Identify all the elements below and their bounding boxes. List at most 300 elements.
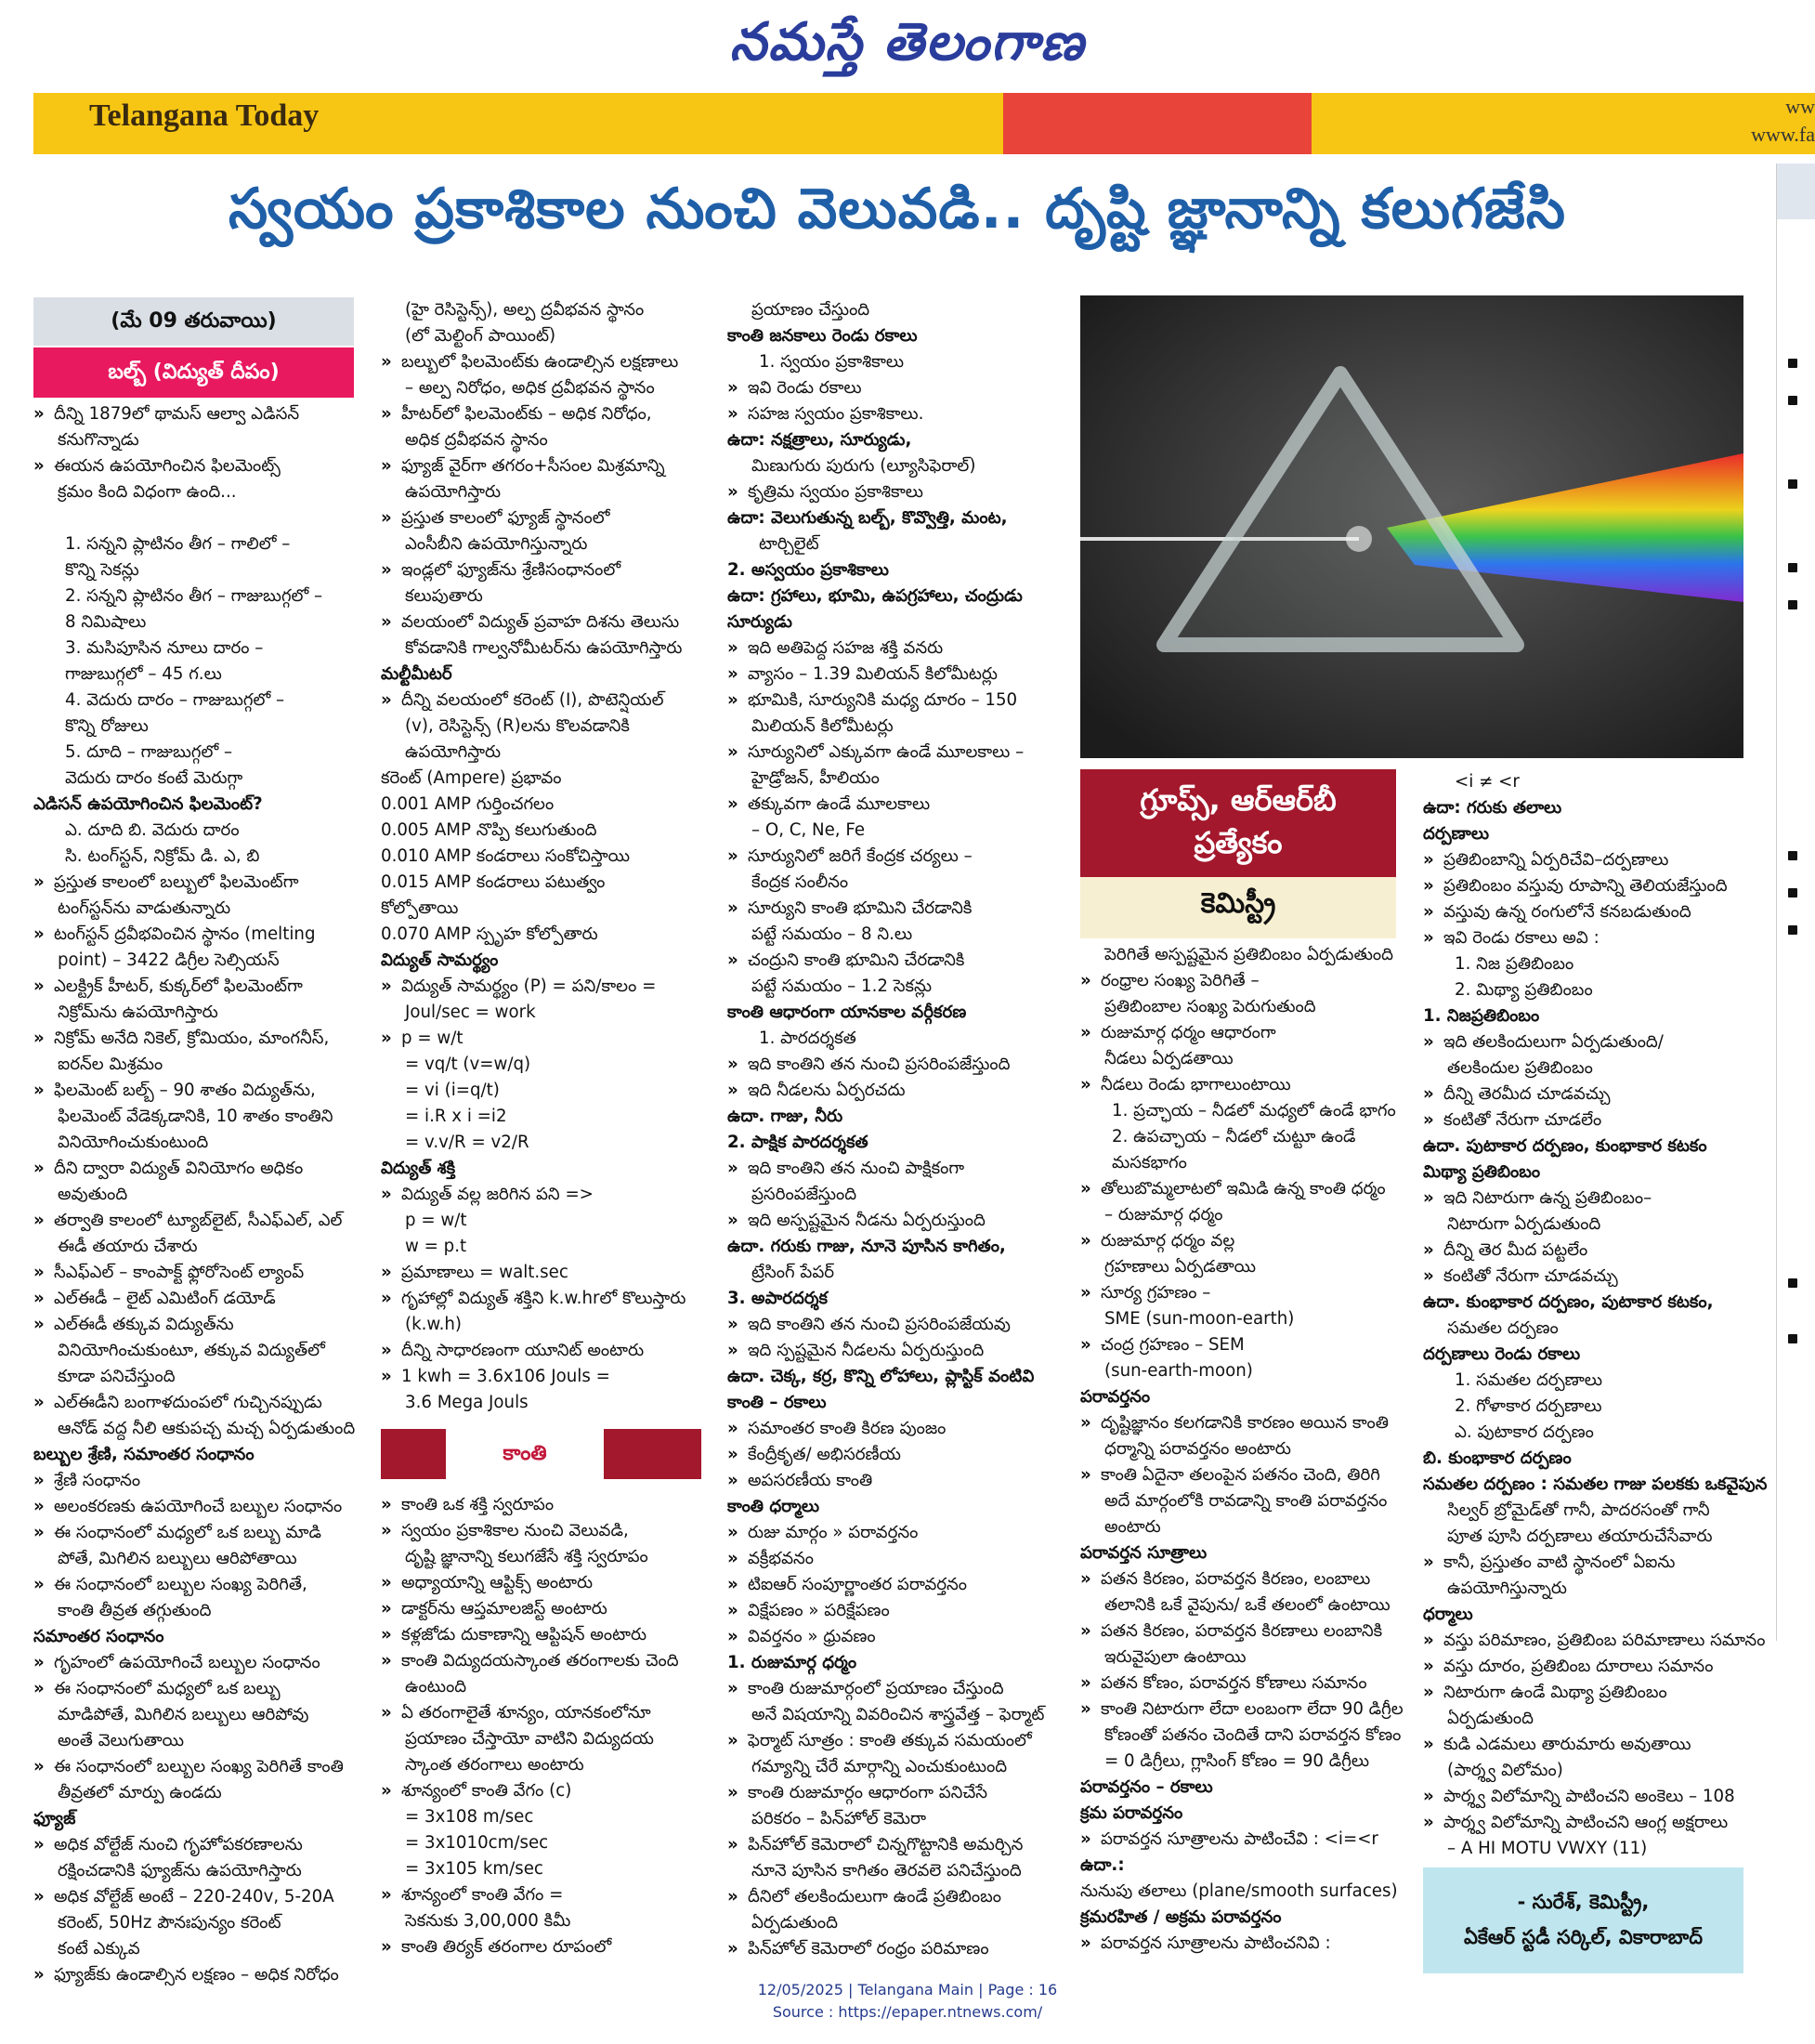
text-line: » సీఎఫ్‌ఎల్ – కాంపాక్ట్ ఫ్లోరోసెంట్ ల్యాంప్: [33, 1260, 354, 1286]
text-line: కరెంట్, 50Hz పౌనఃపున్యం కరెంట్: [58, 1913, 281, 1933]
text-line: » ప్రమాణాలు = walt.sec: [381, 1260, 701, 1286]
text-line: » వ్యాసం – 1.39 మిలియన్ కిలోమీటర్లు: [727, 662, 1062, 688]
text-line: » కాంతి తిర్యక్ తరంగాల రూపంలో: [381, 1934, 701, 1960]
text-line: » దీన్ని 1879లో థామస్ ఆల్వా ఎడిసన్: [33, 401, 354, 427]
text-line: ఐరన్‌ల మిశ్రమం: [58, 1055, 163, 1074]
text-line: » నిటారుగా ఉండే మిథ్యా ప్రతిబింబం: [1423, 1680, 1757, 1706]
special-box: [1080, 769, 1396, 938]
text-line: » ప్రస్తుత కాలంలో బల్బులో ఫిలమెంట్‌గా: [33, 870, 354, 896]
text-line: » కాంతి రుజుమార్గంలో ప్రయాణం చేస్తుంది: [727, 1676, 1062, 1702]
text-line: » డాక్టర్‌ను ఆప్తమాలజిస్ట్ అంటారు: [381, 1596, 701, 1622]
text-line: 2. గోళాకార దర్పణాలు: [1455, 1396, 1602, 1416]
text-line: 1. రుజుమార్గ ధర్మం: [727, 1653, 857, 1672]
text-line: 0.001 AMP గుర్తించగలం: [381, 794, 555, 814]
text-line: » రంధ్రాల సంఖ్య పెరిగితే –: [1080, 968, 1401, 994]
text-line: » వస్తు దూరం, ప్రతిబింబ దూరాలు సమానం: [1423, 1654, 1757, 1680]
text-line: కంటే ఎక్కువ: [58, 1939, 140, 1959]
text-line: పోతే, మిగిలిన బల్బులు ఆరిపోతాయి: [58, 1549, 297, 1568]
text-line: » స్వయం ప్రకాశికాల నుంచి వెలువడి,: [381, 1518, 701, 1544]
page-footer: [0, 1979, 1815, 2024]
text-line: టంగ్‌స్టన్‌ను వాడుతున్నారు: [58, 898, 231, 918]
text-line: (v), రెసిస్టెన్స్ (R)లను కొలవడానికి: [405, 716, 630, 736]
text-line: ఉదా: వెలుగుతున్న బల్బ్, కొవ్వొత్తి, మంట,: [727, 508, 1008, 528]
text-line: » ఇది కాంతిని తన నుంచి పాక్షికంగా: [727, 1156, 1062, 1182]
text-line: » కళ్లజోడు దుకాణాన్ని ఆప్టిషన్ అంటారు: [381, 1622, 701, 1648]
text-line: » కాంతి రుజుమార్గం ఆధారంగా పనిచేసే: [727, 1780, 1062, 1806]
text-line: క్రమరహిత / అక్రమ పరావర్తనం: [1080, 1907, 1282, 1927]
text-line: పరావర్తనం – రకాలు: [1080, 1777, 1213, 1797]
column-1-text: [33, 401, 354, 1988]
text-line: 1. సమతల దర్పణాలు: [1455, 1370, 1602, 1390]
text-line: కాంతి ధర్మాలు: [727, 1497, 820, 1516]
text-line: గమ్యాన్ని చేరే మార్గాన్ని ఎంచుకుంటుంది: [751, 1757, 1008, 1776]
text-line: » అధ్యాయాన్ని ఆప్టిక్స్ అంటారు: [381, 1570, 701, 1596]
bullet-icon: [1788, 1334, 1797, 1343]
text-line: 8 నిమిషాలు: [65, 612, 147, 632]
continuation-box: (మే 09 తరువాయి): [33, 297, 354, 346]
text-line: » పార్శ్వ విలోమాన్ని పాటించని అంకెలు – 108: [1423, 1784, 1757, 1810]
text-line: ఉదా.:: [1080, 1855, 1125, 1875]
text-line: 0.070 AMP స్పృహ కోల్పోతారు: [381, 924, 598, 944]
bullet-icon: [1788, 1278, 1797, 1288]
text-line: – అల్ప నిరోధం, అధిక ద్రవీభవన స్థానం: [405, 378, 655, 398]
text-line: » తోలుబొమ్మలాటలో ఇమిడి ఉన్న కాంతి ధర్మం: [1080, 1176, 1401, 1202]
text-line: ఉదా. గాజు, నీరు: [727, 1107, 843, 1126]
text-line: ఫిలమెంట్ వేడెక్కడానికి, 10 శాతం కాంతిని: [58, 1107, 333, 1126]
text-line: » ఇది కాంతిని తన నుంచి ప్రసరింపజేయవు: [727, 1312, 1062, 1338]
text-line: మల్టీమీటర్: [381, 664, 452, 684]
text-line: » దృష్టిజ్ఞానం కలగడానికి కారణం అయిన కాంతి: [1080, 1410, 1401, 1436]
text-line: » అలంకరణకు ఉపయోగించే బల్బుల సంధానం: [33, 1494, 354, 1520]
text-line: పెరిగితే అస్పష్టమైన ప్రతిబింబం ఏర్పడుతుంది: [1104, 945, 1393, 964]
text-line: కొన్ని రోజులు: [65, 716, 149, 736]
text-line: = 3x1010cm/sec: [405, 1833, 549, 1853]
text-line: » విక్షేపణం » పరిక్షేపణం: [727, 1598, 1062, 1624]
text-line: ఉపయోగిస్తున్నారు: [1447, 1579, 1567, 1598]
text-line: <i ≠ <r: [1455, 772, 1520, 792]
text-line: » ఫ్యూజ్‌కు ఉండాల్సిన లక్షణం – అధిక నిరోధం: [33, 1962, 354, 1988]
text-line: వెదురు దారం కంటే మెరుగ్గా: [65, 768, 243, 788]
text-line: కొన్ని సెకన్లు: [65, 560, 139, 580]
text-line: ఎ. దూది బి. వెదురు దారం: [65, 820, 240, 840]
column-2: [381, 297, 701, 1960]
text-line: గ్రహణాలు ఏర్పడతాయి: [1104, 1257, 1257, 1277]
text-line: అంతే వెలుగుతాయి: [58, 1731, 184, 1750]
text-line: » ఇది నిటారుగా ఉన్న ప్రతిబింబం–: [1423, 1186, 1757, 1212]
text-line: » శూన్యంలో కాంతి వేగం =: [381, 1882, 701, 1908]
text-line: నిటారుగా ఏర్పడుతుంది: [1447, 1214, 1601, 1234]
text-line: రక్షించడానికి ఫ్యూజ్‌ను ఉపయోగిస్తారు: [58, 1861, 302, 1880]
column-2-text-top: [381, 297, 701, 1416]
text-line: ఎంసీబీని ఉపయోగిస్తున్నారు: [405, 534, 588, 554]
text-line: » కానీ, ప్రస్తుతం వాటి స్థానంలో ఏఐను: [1423, 1550, 1757, 1576]
text-line: 3. మసిపూసిన నూలు దారం –: [65, 638, 264, 658]
text-line: వినియోగించుకుంటుంది: [58, 1133, 209, 1152]
text-line: » టిఐఆర్ సంపూర్ణాంతర పరావర్తనం: [727, 1572, 1062, 1598]
text-line: అవుతుంది: [58, 1185, 128, 1204]
bullet-icon: [1788, 479, 1797, 489]
text-line: » ఈ సంధానంలో మధ్యలో ఒక బల్బు మాడి: [33, 1520, 354, 1546]
text-line: ఎడిసన్ ఉపయోగించిన ఫిలమెంట్?: [33, 794, 263, 814]
text-line: » బల్బులో ఫిలమెంట్‌కు ఉండాల్సిన లక్షణాలు: [381, 349, 701, 375]
text-line: బి. కుంభాకార దర్పణం: [1423, 1448, 1572, 1468]
bullet-icon: [1788, 563, 1797, 572]
text-line: కరెంట్ (Ampere) ప్రభావం: [381, 768, 562, 788]
text-line: ఉంటుంది: [405, 1677, 467, 1697]
text-line: కేంద్రక సంలీనం: [751, 872, 849, 892]
text-line: అంటారు: [1104, 1517, 1161, 1537]
masthead: [0, 0, 1815, 93]
text-line: తీవ్రతలో మార్పు ఉండదు: [58, 1783, 222, 1802]
text-line: (పార్శ్వ విలోమం): [1447, 1761, 1563, 1780]
text-line: » గృహంలో ఉపయోగించే బల్బుల సంధానం: [33, 1650, 354, 1676]
text-line: » p = w/t: [381, 1026, 701, 1052]
text-line: » పిన్‌హోల్ కెమెరాలో రంధ్రం పరిమాణం: [727, 1936, 1062, 1962]
text-line: » సహజ స్వయం ప్రకాశికాలు.: [727, 401, 1062, 427]
text-line: » ఈయన ఉపయోగించిన ఫిలమెంట్స్: [33, 453, 354, 479]
bullet-icon: [1788, 359, 1797, 368]
text-line: సమతల దర్పణం: [1447, 1318, 1559, 1338]
text-line: = i.R x i =i2: [405, 1107, 507, 1126]
text-line: 0.010 AMP కండరాలు సంకోచిస్తాయి: [381, 846, 631, 866]
text-line: » పతన కోణం, పరావర్తన కోణాలు సమానం: [1080, 1671, 1401, 1697]
text-line: మాడిపోతే, మిగిలిన బల్బులు ఆరిపోవు: [58, 1705, 309, 1724]
text-line: 0.015 AMP కండరాలు పటుత్వం: [381, 872, 606, 892]
text-line: దృష్టి జ్ఞానాన్ని కలుగజేసే శక్తి స్వరూపం: [405, 1547, 648, 1566]
text-line: 2. మిథ్యా ప్రతిబింబం: [1455, 980, 1593, 1000]
text-line: నీడలు ఏర్పడతాయి: [1104, 1049, 1234, 1068]
text-line: » విద్యుత్ వల్ల జరిగిన పని =>: [381, 1182, 701, 1208]
text-line: » టంగ్‌స్టన్ ద్రవీభవించిన స్థానం (melting: [33, 922, 354, 948]
text-line: ప్రయాణం చేస్తుంది: [751, 300, 870, 320]
bullet-icon: [1788, 851, 1797, 860]
text-line: = vi (i=q/t): [405, 1081, 500, 1100]
text-line: (హై రెసిస్టెన్స్), అల్ప ద్రవీభవన స్థానం: [405, 300, 645, 320]
text-line: » ప్రస్తుత కాలంలో ఫ్యూజ్ స్థానంలో: [381, 505, 701, 531]
text-line: » పిన్‌హోల్ కెమెరాలో చిన్నగొట్టానికి అమర్చిన: [727, 1832, 1062, 1858]
text-line: » ఇవి రెండు రకాలు అవి :: [1423, 925, 1757, 951]
text-line: w = p.t: [405, 1237, 467, 1256]
text-line: » ఎల్‌ఈడీ తక్కువ విద్యుత్‌ను: [33, 1312, 354, 1338]
text-line: నునుపు తలాలు (plane/smooth surfaces): [1080, 1881, 1398, 1901]
text-line: – O, C, Ne, Fe: [751, 820, 866, 840]
column-4-text: [1080, 942, 1404, 1957]
bullet-icon: [1788, 888, 1797, 898]
text-line: కోణంతో పతనం చెందితే దాని పరావర్తన కోణం: [1104, 1725, 1402, 1745]
column-3-text: [727, 297, 1062, 1962]
text-line: సి. టంగ్‌స్టన్, నిక్రోమ్ డి. ఎ, బి: [65, 846, 260, 866]
column-4: [1080, 942, 1404, 1957]
text-line: కనుగొన్నాడు: [58, 430, 139, 450]
text-line: క్రమం కింది విధంగా ఉంది...: [58, 482, 237, 502]
text-line: » హీటర్‌లో ఫిలమెంట్‌కు – అధిక నిరోధం,: [381, 401, 701, 427]
text-line: » కృత్రిమ స్వయం ప్రకాశికాలు: [727, 479, 1062, 505]
text-line: » ఫిలమెంట్ బల్బ్ – 90 శాతం విద్యుత్‌ను,: [33, 1078, 354, 1104]
text-line: » 1 kwh = 3.6x106 Jouls =: [381, 1364, 701, 1390]
text-line: కోవడానికి గాల్వనోమీటర్‌ను ఉపయోగిస్తారు: [405, 638, 683, 658]
text-line: నూనె పూసిన కాగితం తెరవలె పనిచేస్తుంది: [751, 1861, 1022, 1880]
text-line: » ఫ్యూజ్ వైర్‌గా తగరం+సీసంల మిశ్రమాన్ని: [381, 453, 701, 479]
text-line: » ఇది అస్పష్టమైన నీడను ఏర్పరుస్తుంది: [727, 1208, 1062, 1234]
text-line: ప్రయాణం చేస్తాయో వాటిని విద్యుదయ: [405, 1729, 654, 1749]
text-line: » సూర్యునిలో ఎక్కువగా ఉండే మూలకాలు –: [727, 740, 1062, 766]
text-line: విద్యుత్ శక్తి: [381, 1159, 456, 1178]
text-line: ఉదా. పుటాకార దర్పణం, కుంభాకార కటకం: [1423, 1136, 1707, 1156]
text-line: SME (sun-moon-earth): [1104, 1309, 1295, 1329]
text-line: – రుజుమార్గ ధర్మం: [1104, 1205, 1223, 1225]
text-line: మిణుగురు పురుగు (ల్యూసిఫెరాల్): [751, 456, 976, 476]
text-line: 2. ఉపచ్ఛాయ – నీడలో చుట్టూ ఉండే: [1112, 1127, 1356, 1146]
text-line: » ఇది అతిపెద్ద సహజ శక్తి వనరు: [727, 635, 1062, 662]
text-line: టార్చిలైట్: [759, 534, 819, 554]
text-line: నిక్రోమ్‌ను ఉపయోగిస్తారు: [58, 1002, 218, 1022]
text-line: » ఏ తరంగాలైతే శూన్యం, యానకంలోనూ: [381, 1700, 701, 1726]
text-line: » అపసరణీయ కాంతి: [727, 1468, 1062, 1494]
text-line: 3.6 Mega Jouls: [405, 1393, 529, 1412]
author-credit-name: - సురేశ్, కెమిస్ట్రీ,: [1517, 1891, 1650, 1913]
text-line: » గృహాల్లో విద్యుత్ శక్తిని k.w.hrలో కొలుస్తారు: [381, 1286, 701, 1312]
text-line: కాంతి ఆధారంగా యానకాల వర్గీకరణ: [727, 1002, 967, 1022]
text-line: తలానికి ఒకే వైపును/ ఒకే తలంలో ఉంటాయి: [1104, 1595, 1391, 1615]
text-line: » వస్తువు ఉన్న రంగులోనే కనబడుతుంది: [1423, 899, 1757, 925]
text-line: » ప్రతిబింబం వస్తువు రూపాన్ని తెలియజేస్తుంది: [1423, 873, 1757, 899]
text-line: » శ్రేణి సంధానం: [33, 1468, 354, 1494]
text-line: కోల్పోతాయి: [381, 898, 459, 918]
text-line: మిథ్యా ప్రతిబింబం: [1423, 1162, 1541, 1182]
text-line: » కంటితో నేరుగా చూడలేం: [1423, 1107, 1757, 1133]
text-line: » సమాంతర కాంతి కిరణ పుంజం: [727, 1416, 1062, 1442]
text-line: » రుజు మార్గం » పరావర్తనం: [727, 1520, 1062, 1546]
text-line: » కాంతి ఏదైనా తలంపైన పతనం చెంది, తిరిగి: [1080, 1462, 1401, 1488]
text-line: » ఇది నీడలను ఏర్పరచదు: [727, 1078, 1062, 1104]
text-line: కాంతి జనకాలు రెండు రకాలు: [727, 326, 918, 346]
text-line: ధర్మాలు: [1423, 1605, 1473, 1624]
text-line: ఎ. పుటాకార దర్పణం: [1455, 1422, 1594, 1442]
text-line: » ప్రతిబింబాన్ని ఏర్పరిచేవి–దర్పణాలు: [1423, 847, 1757, 873]
text-line: 4. వెదురు దారం – గాజుబుగ్గలో –: [65, 690, 285, 710]
text-line: అనే విషయాన్ని వివరించిన శాస్త్రవేత్త – ఫెర్మాట్: [751, 1705, 1045, 1724]
text-line: » సూర్యుని కాంతి భూమిని చేరడానికి: [727, 896, 1062, 922]
text-line: » భూమికి, సూర్యునికి మధ్య దూరం – 150: [727, 688, 1062, 714]
text-line: ప్రతిబింబాల సంఖ్య పెరుగుతుంది: [1104, 997, 1316, 1016]
prism-photo: [1080, 295, 1743, 758]
text-line: కాంతి – రకాలు: [727, 1393, 827, 1412]
text-line: » కుడి ఎడమలు తారుమారు అవుతాయి: [1423, 1732, 1757, 1758]
column-2-text-bottom: [381, 1492, 701, 1960]
text-line: [33, 505, 354, 531]
column-1: [33, 297, 354, 1988]
text-line: 3. అపారదర్శక: [727, 1289, 828, 1308]
text-line: » వివర్తనం » ధ్రువణం: [727, 1624, 1062, 1650]
text-line: » దీనిలో తలకిందులుగా ఉండే ప్రతిబింబం: [727, 1884, 1062, 1910]
text-line: » కేంద్రీకృత/ అభిసరణీయ: [727, 1442, 1062, 1468]
special-box-title: [1080, 769, 1396, 877]
text-line: కూడా పనిచేస్తుంది: [58, 1367, 176, 1386]
text-line: 2. పాక్షిక పారదర్శకత: [727, 1133, 868, 1152]
text-line: » పతన కిరణం, పరావర్తన కిరణాలు లంబానికి: [1080, 1618, 1401, 1644]
text-line: దర్పణాలు రెండు రకాలు: [1423, 1344, 1581, 1364]
text-line: » ఎలక్ట్రిక్ హీటర్, కుక్కర్‌లో ఫిలమెంట్‌గా: [33, 974, 354, 1000]
text-line: » దీని ద్వారా విద్యుత్ వినియోగం అధికం: [33, 1156, 354, 1182]
text-line: మిలియన్ కిలోమీటర్లు: [751, 716, 894, 736]
text-line: » ఇవి రెండు రకాలు: [727, 375, 1062, 401]
text-line: (k.w.h): [405, 1315, 463, 1334]
special-box-line-1: గ్రూప్స్, ఆర్‌ఆర్‌బీ: [1140, 782, 1337, 818]
text-line: » ఇండ్లలో ఫ్యూజ్‌ను శ్రేణిసంధానంలో: [381, 557, 701, 583]
text-line: అధిక ద్రవీభవన స్థానం: [405, 430, 548, 450]
text-line: ఉపయోగిస్తారు: [405, 482, 502, 502]
text-line: » రుజుమార్గ ధర్మం వల్ల: [1080, 1228, 1401, 1254]
text-line: ఉదా. చెక్క, కర్ర, కొన్ని లోహాలు, ప్లాస్టిక్ వంటివి: [727, 1367, 1035, 1386]
prism-illustration: [1080, 295, 1743, 758]
text-line: » పరావర్తన సూత్రాలను పాటించేవి : <i=<r: [1080, 1827, 1401, 1853]
ad-strip-red-block: [1003, 93, 1312, 154]
text-line: 2. సన్నని ప్లాటినం తీగ – గాజుబుగ్గలో –: [65, 586, 323, 606]
text-line: (sun-earth-moon): [1104, 1361, 1253, 1381]
text-line: » దీన్ని తెరమీద చూడవచ్చు: [1423, 1081, 1757, 1107]
column-5: [1423, 769, 1768, 1862]
text-line: ఏర్పడుతుంది: [751, 1913, 838, 1933]
text-line: ఉదా. కుంభాకార దర్పణం, పుటాకార కటకం,: [1423, 1292, 1714, 1312]
text-line: » పతన కిరణం, పరావర్తన కిరణం, లంబాలు: [1080, 1566, 1401, 1592]
author-credit-affiliation: ఏకేఆర్ స్టడీ సర్కిల్, వికారాబాద్: [1463, 1926, 1704, 1948]
text-line: పరావర్తనం: [1080, 1387, 1151, 1407]
text-line: సూర్యుడు: [727, 612, 792, 632]
telangana-today-logo: Telangana Today: [89, 98, 320, 133]
bullet-icon: [1788, 925, 1797, 935]
text-line: » సూర్యునిలో జరిగే కేంద్రక చర్యలు –: [727, 844, 1062, 870]
text-line: సిల్వర్ బ్రోమైడ్‌తో గానీ, పాదరసంతో గానీ: [1447, 1500, 1710, 1520]
column-5-text: [1423, 769, 1768, 1862]
newspaper-logo: నమస్తే తెలంగాణ: [729, 11, 1086, 72]
text-line: » శూన్యంలో కాంతి వేగం (c): [381, 1778, 701, 1804]
text-line: గాజుబుగ్గలో – 45 గ.లు: [65, 664, 222, 684]
text-line: » దీన్ని సాధారణంగా యూనిట్ అంటారు: [381, 1338, 701, 1364]
text-line: ఉదా: నక్షత్రాలు, సూర్యుడు,: [727, 430, 912, 450]
author-credit: [1423, 1867, 1743, 1973]
text-line: » పరావర్తన సూత్రాలను పాటించనివి :: [1080, 1931, 1401, 1957]
text-line: – A HI MOTU VWXY (11): [1447, 1839, 1648, 1858]
text-line: ఆనోడ్ వద్ద నీలి ఆకుపచ్చ మచ్చ ఏర్పడుతుంది: [58, 1419, 356, 1438]
text-line: ధర్మాన్ని పరావర్తనం అంటారు: [1104, 1439, 1291, 1459]
text-line: » కాంతి నిటారుగా లేదా లంబంగా లేదా 90 డిగ్రీల: [1080, 1697, 1401, 1723]
text-line: » ఇది తలకిందులుగా ఏర్పడుతుంది/: [1423, 1029, 1757, 1055]
text-line: = 3x108 m/sec: [405, 1807, 534, 1827]
text-line: పట్టే సమయం – 8 ని.లు: [751, 924, 913, 944]
text-line: » కంటితో నేరుగా చూడవచ్చు: [1423, 1264, 1757, 1290]
subject-label: కెమిస్ట్రీ: [1080, 877, 1396, 938]
text-line: ఈడీ తయారు చేశారు: [58, 1237, 198, 1256]
column-3: [727, 297, 1062, 1962]
text-line: » పార్శ్వ విలోమాన్ని పాటించని ఆంగ్ల అక్షరాలు: [1423, 1810, 1757, 1836]
text-line: » వలయంలో విద్యుత్ ప్రవాహ దిశను తెలుసు: [381, 609, 701, 635]
text-line: » తర్వాతి కాలంలో ట్యూబ్‌లైట్, సీఎఫ్‌ఎల్, ఎల్: [33, 1208, 354, 1234]
text-line: » దీన్ని తెర మీద పట్టలేం: [1423, 1238, 1757, 1264]
text-line: పరావర్తన సూత్రాలు: [1080, 1543, 1208, 1563]
section-heading-light: [381, 1429, 701, 1479]
text-line: ఉపయోగిస్తారు: [405, 742, 502, 762]
text-line: » ఎల్‌ఈడీ – లైట్ ఎమిటింగ్ డయోడ్: [33, 1286, 354, 1312]
adjacent-column-edge: [1776, 164, 1815, 1641]
text-line: » వక్రీభవనం: [727, 1546, 1062, 1572]
text-line: ఉదా: గ్రహాలు, భూమి, ఉపగ్రహాలు, చంద్రుడు: [727, 586, 1023, 606]
text-line: 2. అస్వయం ప్రకాశికాలు: [727, 560, 889, 580]
text-line: = 0 డిగ్రీలు, గ్లాసింగ్ కోణం = 90 డిగ్రీలు: [1104, 1751, 1370, 1771]
text-line: 5. దూది – గాజుబుగ్గలో –: [65, 742, 233, 762]
text-line: » అధిక వోల్టేజ్ నుంచి గృహోపకరణాలను: [33, 1832, 354, 1858]
text-line: Joul/sec = work: [405, 1002, 536, 1022]
text-line: ప్రసరింపజేస్తుంది: [751, 1185, 857, 1204]
text-line: ఉదా: గరుకు తలాలు: [1423, 798, 1562, 818]
text-line: సెకనుకు 3,00,000 కిమీ: [405, 1911, 571, 1931]
text-line: » నీడలు రెండు భాగాలుంటాయి: [1080, 1072, 1401, 1098]
text-line: స్కాంత తరంగాలు అంటారు: [405, 1755, 584, 1775]
footer-source-link[interactable]: Source : https://epaper.ntnews.com/: [772, 2003, 1043, 2021]
text-line: ఉదా. గరుకు గాజు, నూనె పూసిన కాగితం,: [727, 1237, 1006, 1256]
text-line: ట్రేసింగ్ పేపర్: [751, 1263, 835, 1282]
text-line: అదే మార్గంలోకి రావడాన్ని కాంతి పరావర్తనం: [1104, 1491, 1388, 1511]
text-line: » తక్కువగా ఉండే మూలకాలు: [727, 792, 1062, 818]
text-line: » కాంతి విద్యుదయస్కాంత తరంగాలకు చెంది: [381, 1648, 701, 1674]
footer-edition-info: 12/05/2025 | Telangana Main | Page : 16: [757, 1981, 1058, 1998]
text-line: వినియోగించుకుంటూ, తక్కువ విద్యుత్‌లో: [58, 1341, 325, 1360]
text-line: క్రమ పరావర్తనం: [1080, 1803, 1183, 1823]
text-line: సమతల దర్పణం : సమతల గాజు పలకకు ఒకవైపున: [1423, 1474, 1768, 1494]
text-line: » ఫెర్మాట్ సూత్రం : కాంతి తక్కువ సమయంలో: [727, 1728, 1062, 1754]
text-line: పరికరం – పిన్‌హోల్ కెమెరా: [751, 1809, 927, 1828]
text-line: 0.005 AMP నొప్పి కలుగుతుంది: [381, 820, 597, 840]
text-line: 1. ప్రచ్ఛాయ – నీడలో మధ్యలో ఉండే భాగం: [1112, 1101, 1396, 1120]
ad-strip: [33, 93, 1815, 154]
text-line: 1. సన్నని ప్లాటినం తీగ – గాలిలో –: [65, 534, 291, 554]
text-line: మసకభాగం: [1112, 1153, 1187, 1173]
text-line: » చంద్ర గ్రహణం – SEM: [1080, 1332, 1401, 1358]
text-line: తలకిందుల ప్రతిబింబం: [1447, 1058, 1593, 1078]
section-heading-light-label: కాంతి: [446, 1429, 604, 1479]
text-line: 1. పారదర్శకత: [759, 1029, 856, 1048]
text-line: » నిక్రోమ్ అనేది నికెల్, క్రోమియం, మాంగనీస్,: [33, 1026, 354, 1052]
text-line: » రుజుమార్గ ధర్మం ఆధారంగా: [1080, 1020, 1401, 1046]
text-line: » దీన్ని వలయంలో కరెంట్ (I), పొటెన్షియల్: [381, 688, 701, 714]
text-line: పూత పూసి దర్పణాలు తయారుచేసేవారు: [1447, 1526, 1713, 1546]
text-line: point) – 3422 డిగ్రీల సెల్సియస్: [58, 950, 280, 970]
text-line: » ఈ సంధానంలో బల్బుల సంఖ్య పెరిగితే,: [33, 1572, 354, 1598]
text-line: (లో మెల్టింగ్ పాయింట్): [405, 326, 556, 346]
text-line: ఇరువైపులా ఉంటాయి: [1104, 1647, 1247, 1667]
text-line: ఫ్యూజ్: [33, 1809, 76, 1828]
text-line: 1. స్వయం ప్రకాశికాలు: [759, 352, 905, 372]
text-line: కాంతి తీవ్రత తగ్గుతుంది: [58, 1601, 212, 1620]
text-line: = v.v/R = v2/R: [405, 1133, 529, 1152]
text-line: » సూర్య గ్రహణం –: [1080, 1280, 1401, 1306]
text-line: p = w/t: [405, 1211, 467, 1230]
text-line: దర్పణాలు: [1423, 824, 1490, 844]
text-line: » అధిక వోల్టేజ్ అంటే – 220-240v, 5-20A: [33, 1884, 354, 1910]
text-line: » ఈ సంధానంలో బల్బుల సంఖ్య పెరిగితే కాంతి: [33, 1754, 354, 1780]
text-line: » విద్యుత్ సామర్థ్యం (P) = పని/కాలం =: [381, 974, 701, 1000]
text-line: » ఇది స్పష్టమైన నీడలను ఏర్పరుస్తుంది: [727, 1338, 1062, 1364]
text-line: 1. నిజప్రతిబింబం: [1423, 1006, 1540, 1026]
text-line: విద్యుత్ సామర్థ్యం: [381, 950, 499, 970]
text-line: ఏర్పడుతుంది: [1447, 1709, 1534, 1728]
text-line: » ఈ సంధానంలో మధ్యలో ఒక బల్బు: [33, 1676, 354, 1702]
page-headline: స్వయం ప్రకాశికాల నుంచి వెలువడి.. దృష్టి జ్ఞానాన్ని కలుగజేసి: [228, 177, 1567, 242]
adjacent-column-tab: [1777, 164, 1815, 219]
text-line: » వస్తు పరిమాణం, ప్రతిబింబ పరిమాణాలు సమానం: [1423, 1628, 1757, 1654]
text-line: = 3x105 km/sec: [405, 1859, 543, 1879]
text-line: కలుపుతారు: [405, 586, 483, 606]
text-line: » ఎల్‌ఈడీని బంగాళదుంపలో గుచ్చినప్పుడు: [33, 1390, 354, 1416]
